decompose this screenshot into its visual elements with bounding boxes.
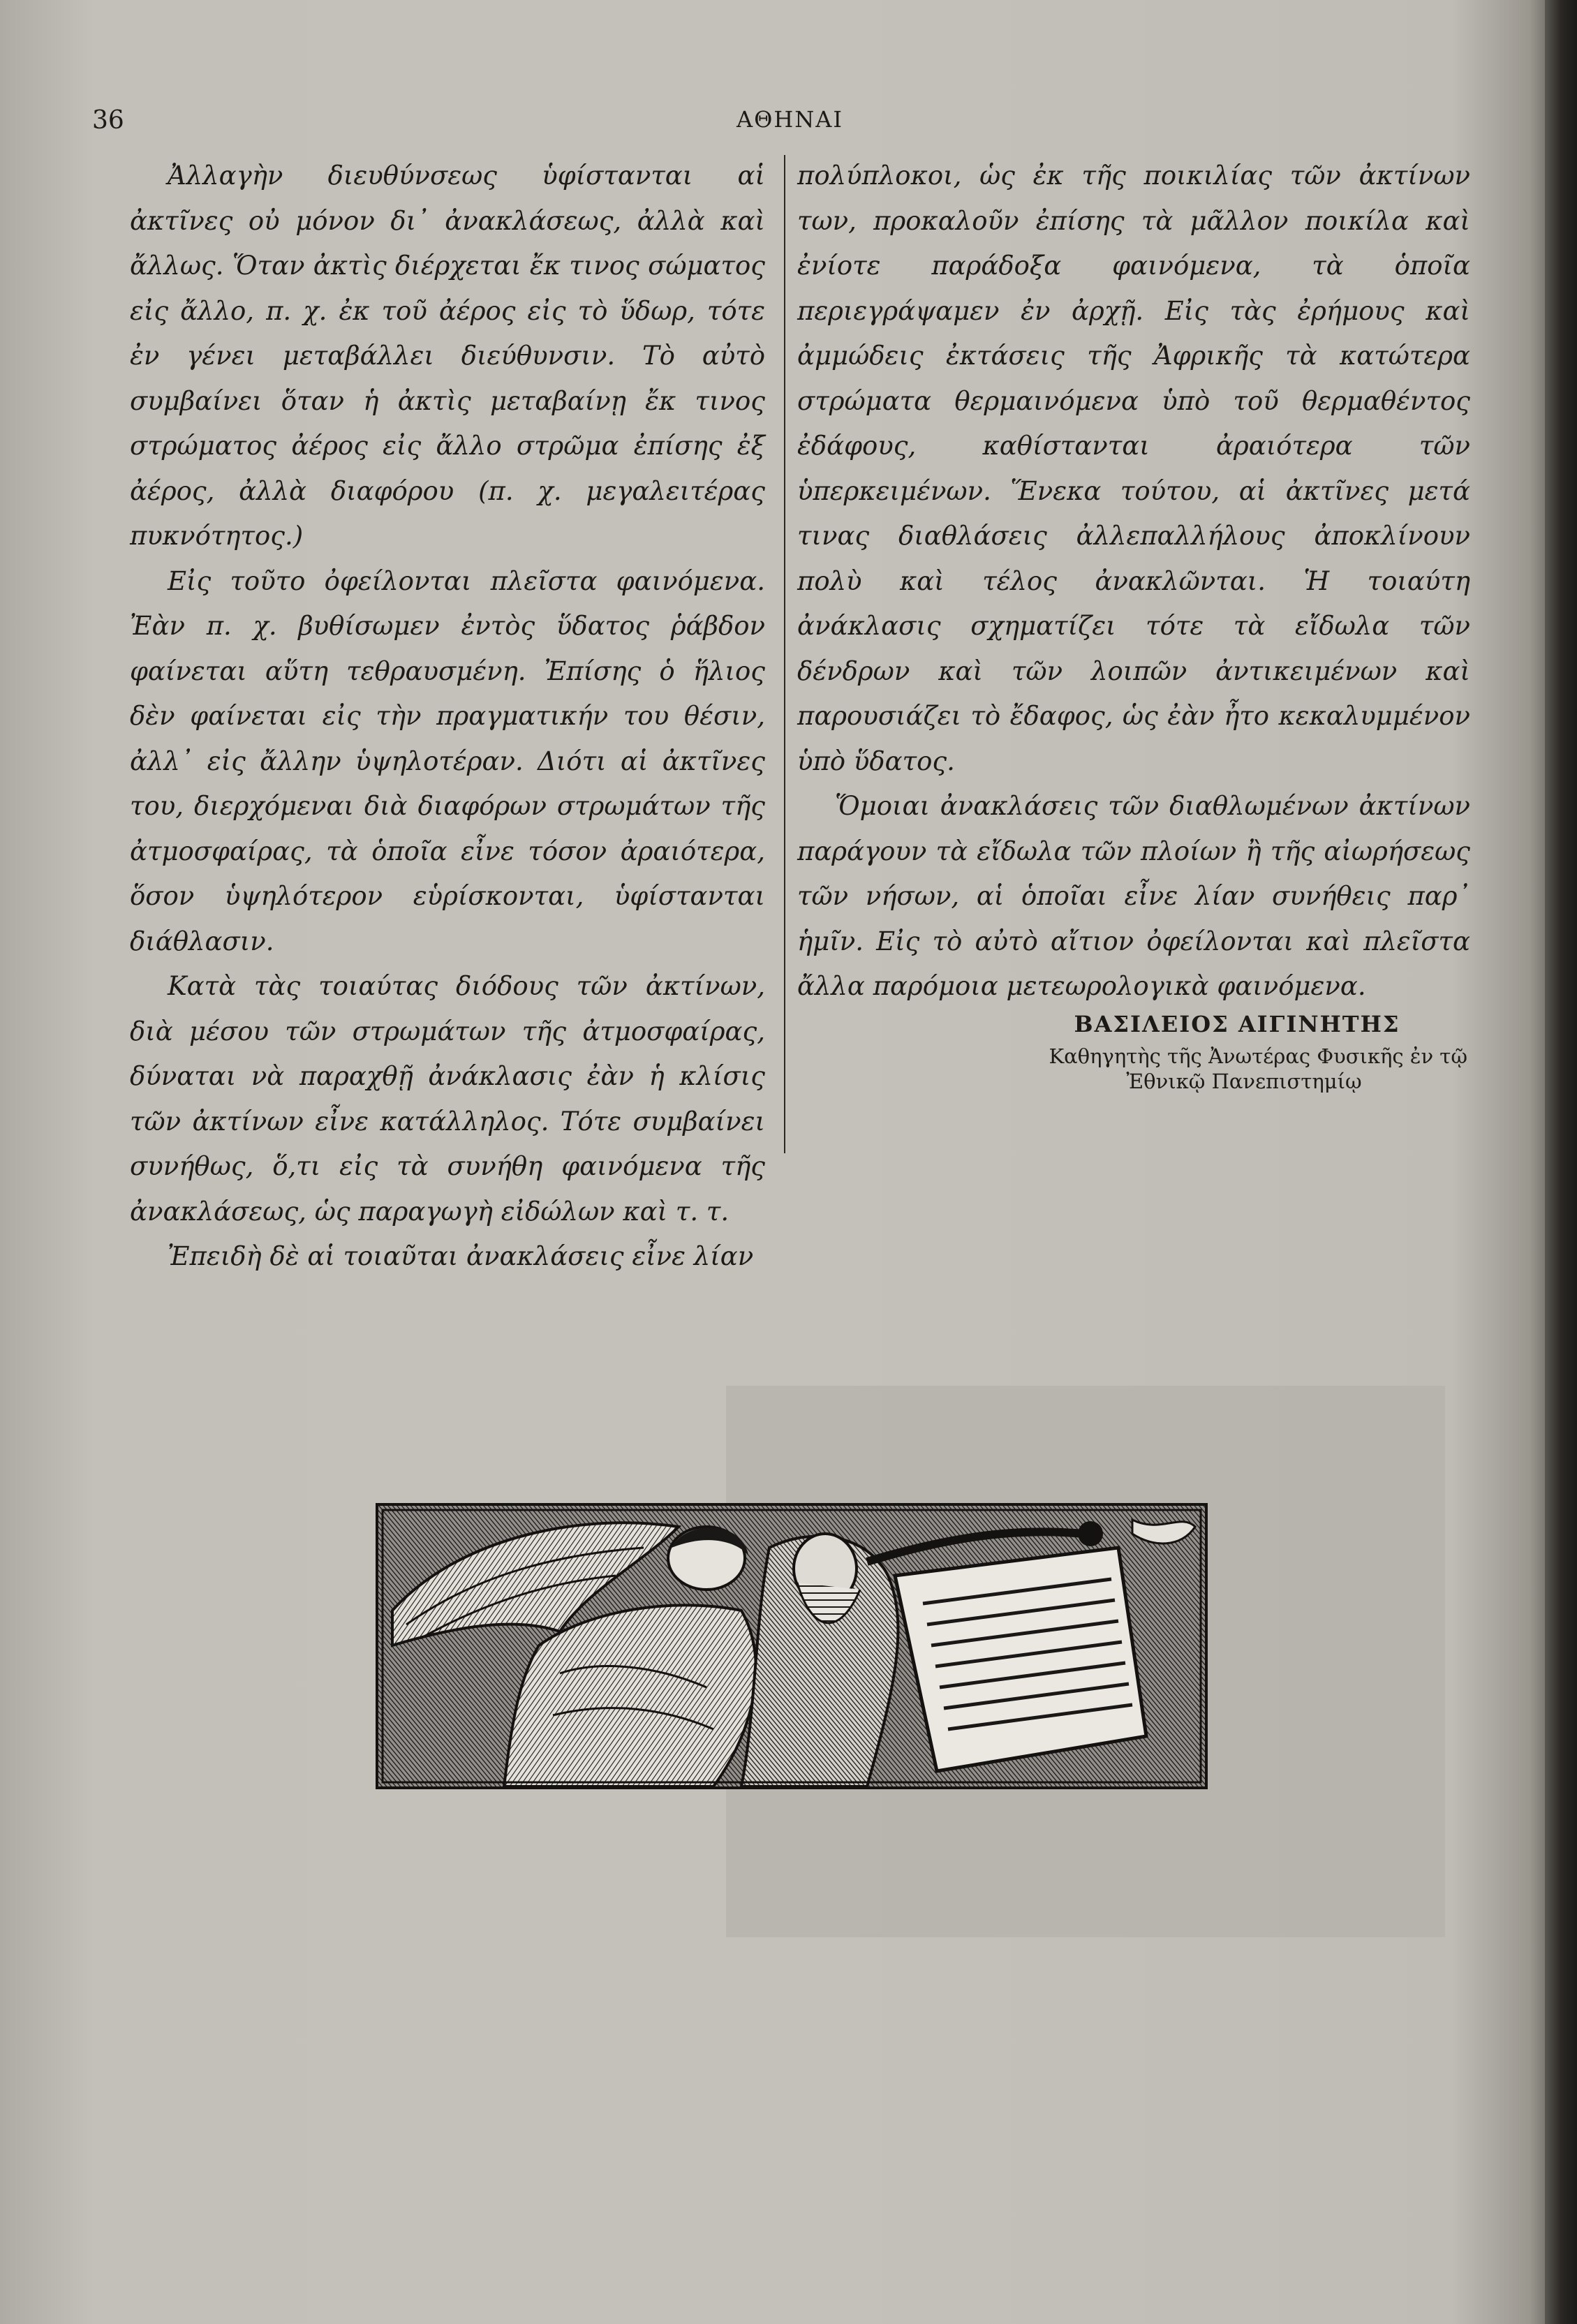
right-column (797, 154, 1470, 1009)
paragraph: πολύπλοκοι, ὡς ἐκ τῆς ποικιλίας τῶν ἀκτίνων των, προκαλοῦν ἐπίσης τὰ μᾶλλον ποικίλα καὶ ἐνίοτε παράδοξα φαινόμενα, τὰ ὁποῖα περιεγράψαμεν ἐν ἀρχῇ. Εἰς τὰς ἐρήμους καὶ ἀμμώδεις ἐκτάσεις τῆς Ἀφρικῆς τὰ κατώτερα στρώματα θερμαινόμενα ὑπὸ τοῦ θερμαθέντος ἐδάφους, καθίστανται ἀραιότερα τῶν ὑπερκειμένων. Ἕνεκα τούτου, αἱ ἀκτῖνες μετά τινας διαθλάσεις ἀλλεπαλλήλους ἀποκλίνουν πολὺ καὶ τέλος ἀνακλῶνται. Ἡ τοιαύτη ἀνάκλασις σχηματίζει τότε τὰ εἴδωλα τῶν δένδρων καὶ τῶν λοιπῶν ἀντικειμένων καὶ παρουσιάζει τὸ ἔδαφος, ὡς ἐὰν ἦτο κεκαλυμμένον ὑπὸ ὕδατος. (797, 161, 1470, 776)
angel-scholar-illustration (376, 1503, 1208, 1789)
column-divider (784, 155, 785, 1153)
left-column (130, 154, 765, 1280)
page-number: 36 (92, 106, 124, 135)
author-title: Καθηγητὴς τῆς Ἀνωτέρας Φυσικῆς ἐν τῷ (1049, 1044, 1467, 1068)
paragraph: Ὅμοιαι ἀνακλάσεις τῶν διαθλωμένων ἀκτίνων παράγουν τὰ εἴδωλα τῶν πλοίων ἢ τῆς αἰωρήσεως τῶν νήσων, αἱ ὁποῖαι εἶνε λίαν συνήθεις παρ᾽ ἡμῖν. Εἰς τὸ αὐτὸ αἴτιον ὀφείλονται καὶ πλεῖστα ἄλλα παρόμοια μετεωρολογικὰ φαινόμενα. (797, 791, 1470, 1001)
paragraph: Ἀλλαγὴν διευθύνσεως ὑφίστανται αἱ ἀκτῖνες οὐ μόνον δι᾽ ἀνακλάσεως, ἀλλὰ καὶ ἄλλως. Ὅταν ἀκτὶς διέρχεται ἔκ τινος σώματος εἰς ἄλλο, π. χ. ἐκ τοῦ ἀέρος εἰς τὸ ὕδωρ, τότε ἐν γένει μεταβάλλει διεύθυνσιν. Τὸ αὐτὸ συμβαίνει ὅταν ἡ ἀκτὶς μεταβαίνῃ ἔκ τινος στρώματος ἀέρος εἰς ἄλλο στρῶμα ἐπίσης ἐξ ἀέρος, ἀλλὰ διαφόρου (π. χ. μεγαλειτέρας πυκνότητος.) (130, 161, 765, 551)
page-edge-shadow (1545, 0, 1577, 2324)
author-signature (979, 1011, 1467, 1093)
author-name: ΒΑΣΙΛΕΙΟΣ ΑΙΓΙΝΗΤΗΣ (1074, 1011, 1400, 1037)
running-title: ΑΘΗΝΑΙ (736, 106, 843, 133)
paragraph: Ἐπειδὴ δὲ αἱ τοιαῦται ἀνακλάσεις εἶνε λίαν (168, 1241, 754, 1271)
author-institution: Ἐθνικῷ Πανεπιστημίῳ (1126, 1070, 1362, 1093)
paragraph: Εἰς τοῦτο ὀφείλονται πλεῖστα φαινόμενα. Ἐὰν π. χ. βυθίσωμεν ἐντὸς ὕδατος ῥάβδον φαίνεται αὕτη τεθραυσμένη. Ἐπίσης ὁ ἥλιος δὲν φαίνεται εἰς τὴν πραγματικήν του θέσιν, ἀλλ᾽ εἰς ἄλλην ὑψηλοτέραν. Διότι αἱ ἀκτῖνες του, διερχόμεναι διὰ διαφόρων στρωμάτων τῆς ἀτμοσφαίρας, τὰ ὁποῖα εἶνε τόσον ἀραιότερα, ὅσον ὑψηλότερον εὑρίσκονται, ὑφίστανται διάθλασιν. (130, 565, 765, 956)
paragraph: Κατὰ τὰς τοιαύτας διόδους τῶν ἀκτίνων, διὰ μέσου τῶν στρωμάτων τῆς ἀτμοσφαίρας, δύναται νὰ παραχθῇ ἀνάκλασις ἐὰν ἡ κλίσις τῶν ἀκτίνων εἶνε κατάλληλος. Τότε συμβαίνει συνήθως, ὅ,τι εἰς τὰ συνήθη φαινόμενα τῆς ἀνακλάσεως, ὡς παραγωγὴ εἰδώλων καὶ τ. τ. (130, 971, 765, 1227)
